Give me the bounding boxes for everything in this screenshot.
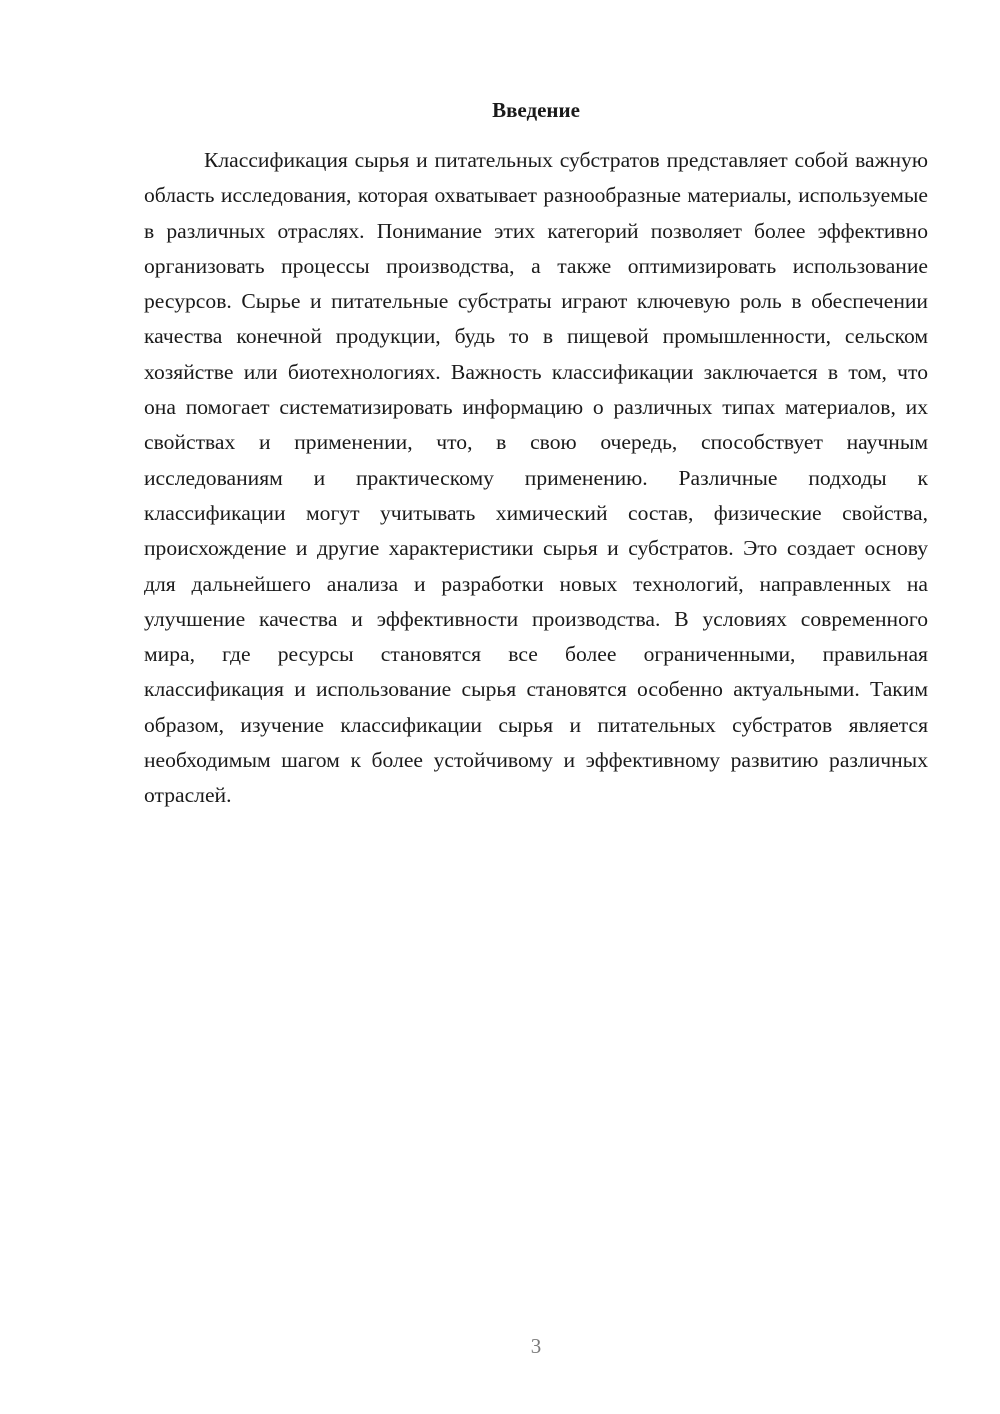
section-heading: Введение <box>492 98 580 122</box>
body-paragraph: Классификация сырья и питательных субстратов представляет собой важную область исследования, которая охватывает разнообразные материалы, используемые в различных отраслях. Понимание этих категорий позволяет более эффективно организовать процессы производства, а также оптимизировать использование ресурсов. Сырье и питательные субстраты играют ключевую роль в обеспечении качества конечной продукции, будь то в пищевой промышленности, сельском хозяйстве или биотехнологиях. Важность классификации заключается в том, что она помогает систематизировать информацию о различных типах материалов, их свойствах и применении, что, в свою очередь, способствует научным исследованиям и практическому применению. Различные подходы к классификации могут учитывать химический состав, физические свойства, происхождение и другие характеристики сырья и субстратов. Это создает основу для дальнейшего анализа и разработки новых технологий, направленных на улучшение качества и эффективности производства. В условиях современного мира, где ресурсы становятся все более ограниченными, правильная классификация и использование сырья становятся особенно актуальными. Таким образом, изучение классификации сырья и питательных субстратов является необходимым шагом к более устойчивому и эффективному развитию различных отраслей. <box>144 148 928 808</box>
page-number: 3 <box>530 1334 542 1358</box>
